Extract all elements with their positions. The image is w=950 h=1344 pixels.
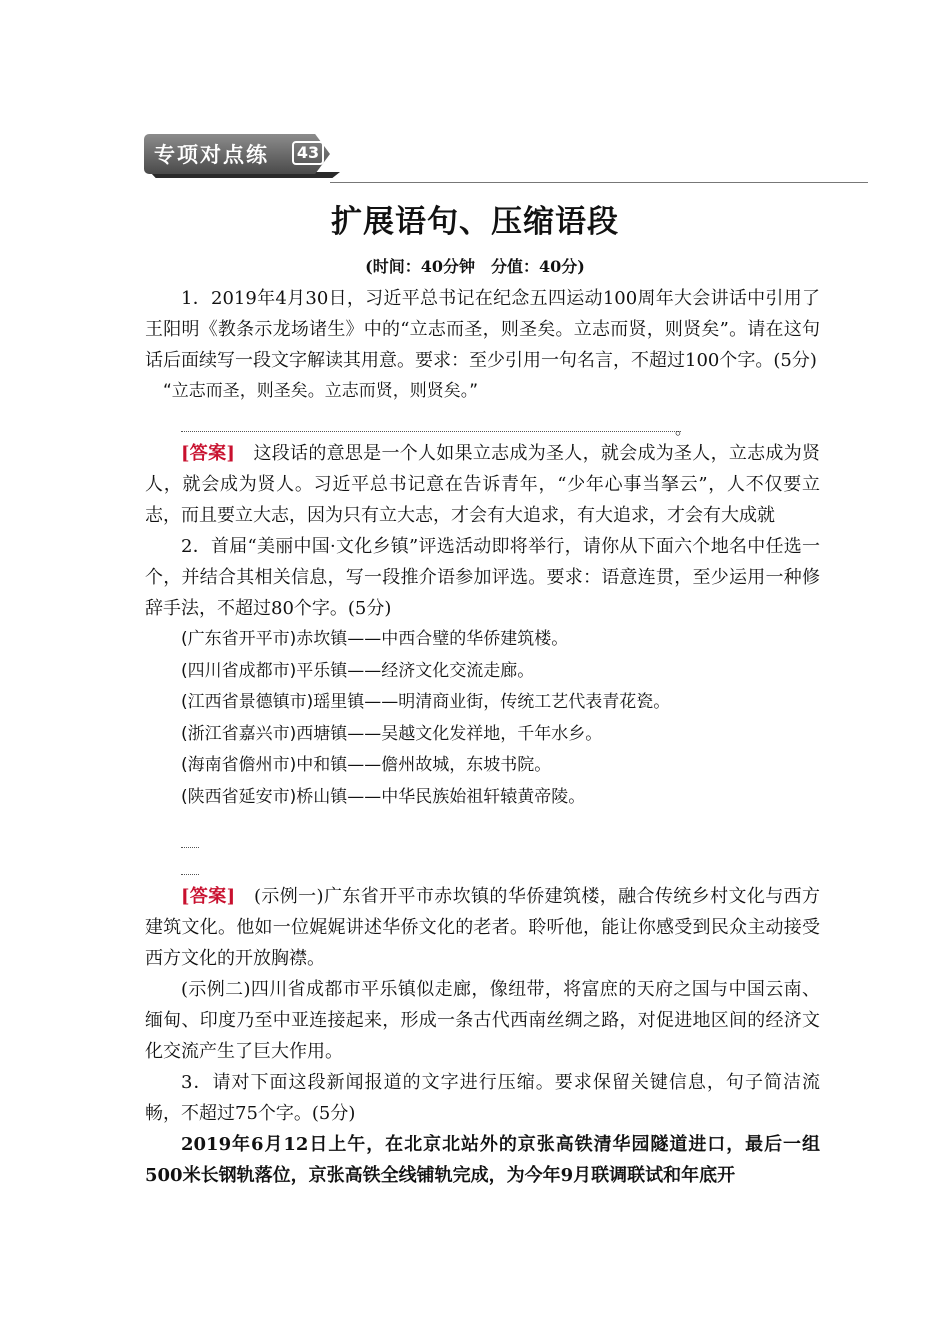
blank-end-mark: 。	[674, 419, 691, 438]
question-2-answer-example-2: (示例二)四川省成都市平乐镇似走廊，像纽带，将富庶的天府之国与中国云南、缅甸、印度乃至中亚连接起来，形成一条古代西南丝绸之路，对促进地区间的经济文化交流产生了巨大作用。	[145, 979, 820, 1062]
answer-blank-line[interactable]	[181, 409, 691, 438]
section-banner	[144, 134, 344, 180]
section-number: 43	[292, 141, 324, 165]
question-3-passage: 2019年6月12日上午，在北京北站外的京张高铁清华园隧道进口，最后一组500米长钢轨落位，京张高铁全线铺轨完成，为今年9月联调联试和年底开	[145, 1134, 820, 1186]
question-1-answer	[145, 438, 820, 531]
answer-blank-short[interactable]	[181, 827, 199, 848]
document-body	[145, 283, 820, 1191]
question-1-quote: “立志而圣，则圣矣。立志而贤，则贤矣。”	[163, 381, 479, 401]
question-2-answer	[145, 881, 820, 974]
header-rule	[330, 182, 868, 183]
question-3-stem: 3．请对下面这段新闻报道的文字进行压缩。要求保留关键信息，句子简洁流畅，不超过75个字。(5分)	[145, 1072, 820, 1124]
question-1-stem: 1．2019年4月30日，习近平总书记在纪念五四运动100周年大会讲话中引用了王阳明《教条示龙场诸生》中的“立志而圣，则圣矣。立志而贤，则贤矣”。请在这句话后面续写一段文字解读其用意。要求：至少引用一句名言，不超过100个字。(5分)	[145, 288, 820, 371]
section-label: 专项对点练	[154, 143, 269, 167]
page-title: 扩展语句、压缩语段	[331, 204, 619, 240]
answer-label: [答案]	[181, 443, 235, 464]
answer-label: [答案]	[181, 886, 236, 907]
answer-text: 这段话的意思是一个人如果立志成为圣人，就会成为圣人，立志成为贤人，就会成为贤人。习近平总书记意在告诉青年，“少年心事当拏云”，人不仅要立志，而且要立大志，因为只有立大志，才会有大追求，有大追求，才会有大成就	[145, 443, 820, 526]
option-item: (四川省成都市)平乐镇——经济文化交流走廊。	[181, 660, 535, 681]
option-item: (陕西省延安市)桥山镇——中华民族始祖轩辕黄帝陵。	[181, 786, 586, 807]
time-score-info: (时间：40分钟 分值：40分)	[365, 257, 585, 276]
option-item: (浙江省嘉兴市)西塘镇——吴越文化发祥地，千年水乡。	[181, 723, 603, 744]
answer-blank-short[interactable]	[181, 854, 199, 875]
option-item: (广东省开平市)赤坎镇——中西合璧的华侨建筑楼。	[181, 629, 569, 649]
option-item: (江西省景德镇市)瑶里镇——明清商业街，传统工艺代表青花瓷。	[181, 692, 671, 712]
question-2-stem: 2．首届“美丽中国·文化乡镇”评选活动即将举行，请你从下面六个地名中任选一个，并结合其相关信息，写一段推介语参加评选。要求：语意连贯，至少运用一种修辞手法，不超过80个字。(5分)	[145, 536, 820, 619]
option-item: (海南省儋州市)中和镇——儋州故城，东坡书院。	[181, 755, 552, 775]
answer-example-1: (示例一)广东省开平市赤坎镇的华侨建筑楼，融合传统乡村文化与西方建筑文化。他如一位娓娓讲述华侨文化的老者。聆听他，能让你感受到民众主动接受西方文化的开放胸襟。	[145, 886, 821, 969]
